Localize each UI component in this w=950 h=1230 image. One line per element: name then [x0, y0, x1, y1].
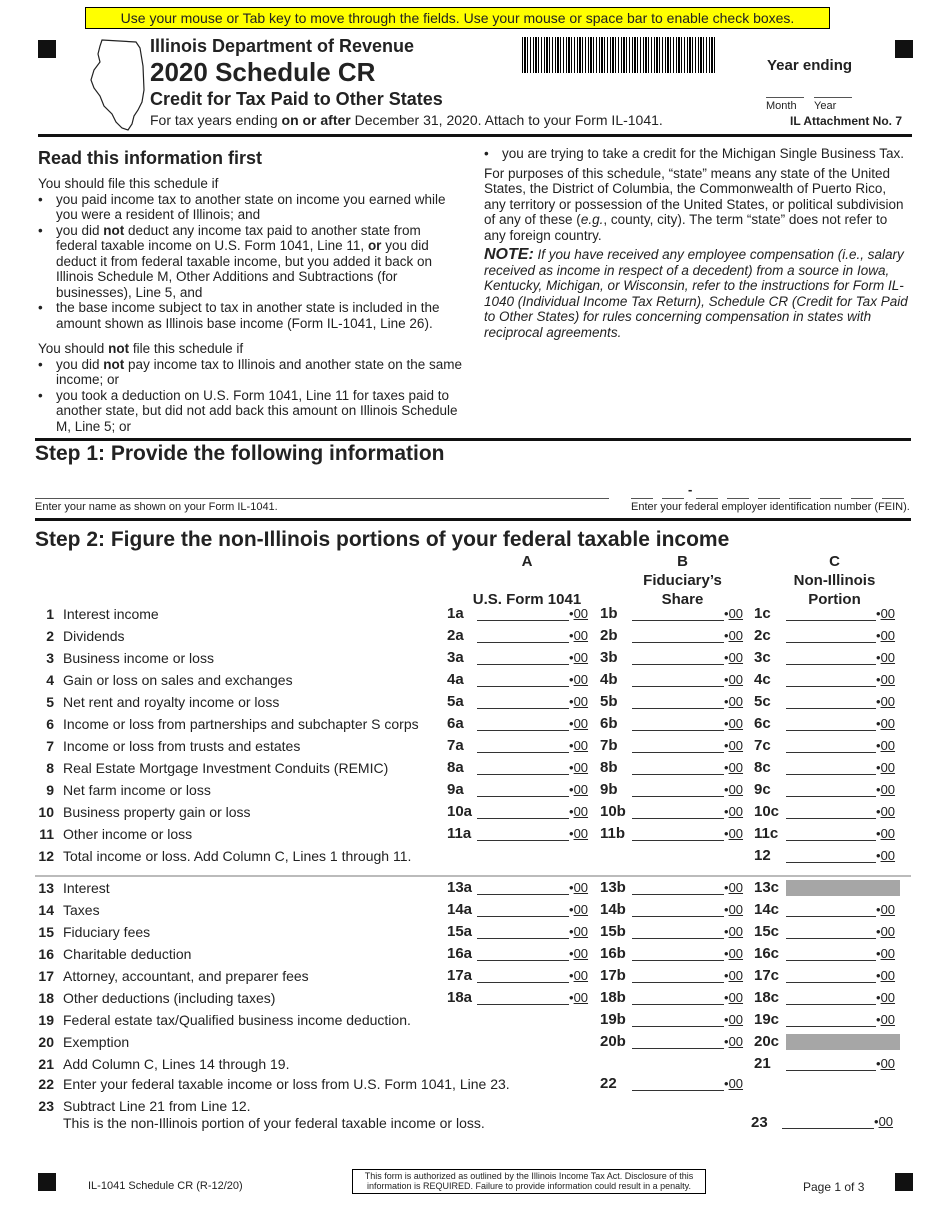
month-label: Month: [766, 100, 797, 112]
line-4b-label: 4b: [600, 671, 618, 688]
step2-title: Step 2: Figure the non-Illinois portions of your federal taxable income: [35, 528, 730, 551]
line-number: 14: [38, 902, 54, 918]
line-14a-label: 14a: [447, 901, 473, 918]
line-12-label: 12: [754, 847, 771, 864]
line-19b-input[interactable]: [632, 1026, 724, 1027]
line-17b-label: 17b: [600, 967, 626, 984]
line-4c-label: 4c: [754, 671, 771, 688]
cents-label: •00: [724, 1034, 744, 1049]
step1-divider: [35, 438, 911, 441]
schedule-subtitle: Credit for Tax Paid to Other States: [150, 89, 443, 109]
line-description: Real Estate Mortgage Investment Conduits (REMIC): [63, 760, 389, 776]
line-description: Enter your federal taxable income or loss from U.S. Form 1041, Line 23.: [63, 1076, 510, 1092]
line-8c-input[interactable]: [786, 774, 876, 775]
line-description: Net rent and royalty income or loss: [63, 694, 280, 710]
attachment-number: IL Attachment No. 7: [790, 114, 903, 128]
line-1c-label: 1c: [754, 605, 771, 622]
cents-label: •00: [876, 738, 896, 753]
cents-label: •00: [876, 716, 896, 731]
line-number: 15: [38, 924, 54, 940]
line-11b-label: 11b: [600, 825, 626, 842]
line-description: Dividends: [63, 628, 125, 644]
line-22-input[interactable]: [632, 1090, 724, 1091]
cents-label: •00: [569, 672, 589, 687]
line-5c-label: 5c: [754, 693, 771, 710]
line-description: Exemption: [63, 1034, 130, 1050]
info-bullet: • you paid income tax to another state on income you earned while you were a resident of Illinois; and: [38, 192, 463, 223]
disabled-field: [786, 1034, 900, 1050]
line-number: 1: [46, 606, 54, 622]
line-3c-input[interactable]: [786, 664, 876, 665]
column-c-header: C Non-Illinois Portion: [793, 553, 876, 608]
line-19c-input[interactable]: [786, 1026, 876, 1027]
line-4a-label: 4a: [447, 671, 464, 688]
line-description: Taxes: [63, 902, 100, 918]
line-7a-input[interactable]: [477, 752, 569, 753]
line-7c-input[interactable]: [786, 752, 876, 753]
line-21-input[interactable]: [786, 1070, 876, 1071]
cents-label: •00: [569, 628, 589, 643]
cents-label: •00: [724, 1076, 744, 1091]
line-number: 20: [38, 1034, 54, 1050]
line-17b-input[interactable]: [632, 982, 724, 983]
line-17c-input[interactable]: [786, 982, 876, 983]
line-15b-input[interactable]: [632, 938, 724, 939]
info-left-column: [38, 176, 463, 434]
line-3b-label: 3b: [600, 649, 618, 666]
column-b-header: B Fiduciary’s Share: [643, 553, 722, 608]
line-9b-label: 9b: [600, 781, 618, 798]
cents-label: •00: [724, 782, 744, 797]
cents-label: •00: [569, 694, 589, 709]
line-19b-label: 19b: [600, 1011, 626, 1028]
line-2a-label: 2a: [447, 627, 464, 644]
line-18a-input[interactable]: [477, 1004, 569, 1005]
line-number: 5: [46, 694, 54, 710]
fein-dash: -: [688, 482, 693, 497]
cents-label: •00: [724, 902, 744, 917]
info-right-column: [484, 146, 909, 340]
disabled-field: [786, 880, 900, 896]
line-5b-input[interactable]: [632, 708, 724, 709]
instructions-banner: Use your mouse or Tab key to move through the fields. Use your mouse or space bar to enable check boxes.: [85, 7, 830, 29]
info-bullet: • you took a deduction on U.S. Form 1041, Line 11 for taxes paid to another state, but did not add back this amount on Illinois Schedule M, Line 5; or: [38, 388, 463, 435]
cents-label: •00: [724, 672, 744, 687]
note-paragraph: NOTE: If you have received any employee compensation (i.e., salary received as income in respect of a decedent) from a source in Iowa, Kentucky, Michigan, or Wisconsin, refer to the instructions for Form IL-1040 (Individual Income Tax Return), Schedule CR (Credit for Tax Paid to Other States) for rules concerning compensation in states with reciprocal agreements.: [484, 246, 908, 340]
year-label: Year: [814, 100, 837, 112]
line-20b-label: 20b: [600, 1033, 626, 1050]
cents-label: •00: [876, 760, 896, 775]
line-18c-input[interactable]: [786, 1004, 876, 1005]
line-17a-input[interactable]: [477, 982, 569, 983]
cents-label: •00: [724, 716, 744, 731]
line-description: Business income or loss: [63, 650, 214, 666]
line-7b-input[interactable]: [632, 752, 724, 753]
line-20c-label: 20c: [754, 1033, 780, 1050]
name-label: Enter your name as shown on your Form IL-1041.: [35, 501, 278, 513]
cents-label: •00: [569, 880, 589, 895]
line-number: 4: [46, 672, 54, 688]
line-3b-input[interactable]: [632, 664, 724, 665]
cents-label: •00: [876, 902, 896, 917]
cents-label: •00: [874, 1114, 894, 1129]
line-3a-input[interactable]: [477, 664, 569, 665]
year-ending-label: Year ending: [767, 57, 853, 74]
line-13a-input[interactable]: [477, 894, 569, 895]
line-2a-input[interactable]: [477, 642, 569, 643]
cents-label: •00: [724, 760, 744, 775]
line-10b-label: 10b: [600, 803, 626, 820]
cents-label: •00: [724, 650, 744, 665]
line-6b-label: 6b: [600, 715, 618, 732]
line-16a-input[interactable]: [477, 960, 569, 961]
line-17c-label: 17c: [754, 967, 780, 984]
line-18b-label: 18b: [600, 989, 626, 1006]
line-10c-input[interactable]: [786, 818, 876, 819]
line-18c-label: 18c: [754, 989, 780, 1006]
step2-divider: [35, 518, 911, 521]
cents-label: •00: [724, 880, 744, 895]
state-definition: For purposes of this schedule, “state” means any state of the United States, the District of Columbia, the Commonwealth of Puerto Rico, any territory or possession of the United States, or political subdivision of any of these (e.g., county, city). The term “state” does not refer to any foreign country.: [484, 165, 904, 243]
cents-label: •00: [569, 650, 589, 665]
line-1b-label: 1b: [600, 605, 618, 622]
line-5a-input[interactable]: [477, 708, 569, 709]
cents-label: •00: [724, 826, 744, 841]
cents-label: •00: [876, 1012, 896, 1027]
info-bullet: • the base income subject to tax in another state is included in the amount shown as Illinois base income (Form IL-1041, Line 26).: [38, 300, 463, 331]
line-14b-input[interactable]: [632, 916, 724, 917]
line-14a-input[interactable]: [477, 916, 569, 917]
line-description: Income or loss from partnerships and subchapter S corps: [63, 716, 419, 732]
line-5a-label: 5a: [447, 693, 464, 710]
line-20b-input[interactable]: [632, 1048, 724, 1049]
line-14c-label: 14c: [754, 901, 780, 918]
year-field[interactable]: [814, 97, 852, 98]
line-number: 12: [38, 848, 54, 864]
line-16c-input[interactable]: [786, 960, 876, 961]
line-description: Net farm income or loss: [63, 782, 211, 798]
cents-label: •00: [569, 804, 589, 819]
cents-label: •00: [876, 990, 896, 1005]
info-bullet: • you are trying to take a credit for the Michigan Single Business Tax.: [484, 146, 909, 162]
should-not-file-label: You should not file this schedule if: [38, 341, 244, 356]
line-description: Interest: [63, 880, 110, 896]
line-number: 11: [39, 826, 54, 842]
cents-label: •00: [569, 716, 589, 731]
line-16c-label: 16c: [754, 945, 780, 962]
cents-label: •00: [876, 606, 896, 621]
month-field[interactable]: [766, 97, 804, 98]
cents-label: •00: [724, 804, 744, 819]
registration-mark: [38, 40, 56, 58]
line-description: Interest income: [63, 606, 159, 622]
cents-label: •00: [876, 826, 896, 841]
line-4b-input[interactable]: [632, 686, 724, 687]
line-8a-input[interactable]: [477, 774, 569, 775]
line-9a-input[interactable]: [477, 796, 569, 797]
line-13b-input[interactable]: [632, 894, 724, 895]
line-2c-input[interactable]: [786, 642, 876, 643]
cents-label: •00: [569, 826, 589, 841]
line-9c-input[interactable]: [786, 796, 876, 797]
cents-label: •00: [876, 694, 896, 709]
cents-label: •00: [569, 946, 589, 961]
line-description: Add Column C, Lines 14 through 19.: [63, 1056, 290, 1072]
line-6c-label: 6c: [754, 715, 771, 732]
cents-label: •00: [876, 968, 896, 983]
cents-label: •00: [876, 1056, 896, 1071]
cents-label: •00: [724, 738, 744, 753]
line-description: Gain or loss on sales and exchanges: [63, 672, 293, 688]
line-15c-label: 15c: [754, 923, 780, 940]
line-number: 22: [38, 1076, 54, 1092]
line-number: 16: [38, 946, 54, 962]
line-description: Attorney, accountant, and preparer fees: [63, 968, 309, 984]
section-separator: [35, 875, 911, 877]
cents-label: •00: [876, 672, 896, 687]
form-id: IL-1041 Schedule CR (R-12/20): [88, 1180, 243, 1192]
line-11c-label: 11c: [754, 825, 779, 842]
line-8c-label: 8c: [754, 759, 771, 776]
line-21-label: 21: [754, 1055, 771, 1072]
header-divider: [38, 134, 912, 137]
line-10a-input[interactable]: [477, 818, 569, 819]
line-2b-label: 2b: [600, 627, 618, 644]
line-description: Income or loss from trusts and estates: [63, 738, 301, 754]
step1-title: Step 1: Provide the following information: [35, 442, 445, 465]
cents-label: •00: [876, 628, 896, 643]
info-bullet: • you did not pay income tax to Illinois and another state on the same income; or: [38, 357, 463, 388]
line-22-label: 22: [600, 1075, 617, 1092]
cents-label: •00: [724, 924, 744, 939]
line-8a-label: 8a: [447, 759, 464, 776]
line-9a-label: 9a: [447, 781, 464, 798]
fein-input[interactable]: [631, 482, 909, 500]
cents-label: •00: [876, 804, 896, 819]
line-number: 21: [38, 1056, 54, 1072]
legal-notice: This form is authorized as outlined by the Illinois Income Tax Act. Disclosure of this information is REQUIRED. Failure to provide information could result in a penalty.: [352, 1169, 706, 1194]
registration-mark: [895, 1173, 913, 1191]
info-heading: Read this information first: [38, 148, 263, 168]
info-bullet: • you did not deduct any income tax paid to another state from federal taxable income on U.S. Form 1041, Line 11, or you did deduct it from federal taxable income, but you added it back on Illinois Schedule M, Other Additions and Subtractions (for businesses), Line 5, and: [38, 223, 463, 301]
line-9b-input[interactable]: [632, 796, 724, 797]
line-13c-label: 13c: [754, 879, 780, 896]
line-description: Other income or loss: [63, 826, 193, 842]
line-11c-input[interactable]: [786, 840, 876, 841]
schedule-title: 2020 Schedule CR: [150, 57, 376, 87]
cents-label: •00: [569, 990, 589, 1005]
cents-label: •00: [569, 760, 589, 775]
line-2c-label: 2c: [754, 627, 771, 644]
line-6b-input[interactable]: [632, 730, 724, 731]
line-description: Fiduciary fees: [63, 924, 151, 940]
line-7a-label: 7a: [447, 737, 464, 754]
cents-label: •00: [569, 606, 589, 621]
line-8b-input[interactable]: [632, 774, 724, 775]
line-number: 9: [46, 782, 54, 798]
line-6a-input[interactable]: [477, 730, 569, 731]
line-6c-input[interactable]: [786, 730, 876, 731]
line-16a-label: 16a: [447, 945, 473, 962]
cents-label: •00: [724, 606, 744, 621]
cents-label: •00: [569, 782, 589, 797]
line-13b-label: 13b: [600, 879, 626, 896]
line-1a-input[interactable]: [477, 620, 569, 621]
line-14c-input[interactable]: [786, 916, 876, 917]
cents-label: •00: [724, 968, 744, 983]
line-2b-input[interactable]: [632, 642, 724, 643]
line-1c-input[interactable]: [786, 620, 876, 621]
line-7b-label: 7b: [600, 737, 618, 754]
line-6a-label: 6a: [447, 715, 464, 732]
line-9c-label: 9c: [754, 781, 771, 798]
line-18b-input[interactable]: [632, 1004, 724, 1005]
cents-label: •00: [876, 782, 896, 797]
registration-mark: [895, 40, 913, 58]
cents-label: •00: [876, 650, 896, 665]
line-12-input[interactable]: [786, 862, 876, 863]
line-number: 19: [38, 1012, 54, 1028]
line-8b-label: 8b: [600, 759, 618, 776]
line-description: Federal estate tax/Qualified business income deduction.: [63, 1012, 411, 1028]
cents-label: •00: [724, 694, 744, 709]
fein-label: Enter your federal employer identification number (FEIN).: [631, 501, 910, 513]
line-19c-label: 19c: [754, 1011, 780, 1028]
line-15c-input[interactable]: [786, 938, 876, 939]
line-4a-input[interactable]: [477, 686, 569, 687]
cents-label: •00: [724, 990, 744, 1005]
line-number: 8: [46, 760, 54, 776]
line-description: Other deductions (including taxes): [63, 990, 276, 1006]
cents-label: •00: [724, 1012, 744, 1027]
line-11a-label: 11a: [447, 825, 472, 842]
line-number: 2: [46, 628, 54, 644]
line-15a-label: 15a: [447, 923, 473, 940]
line-11b-input[interactable]: [632, 840, 724, 841]
line-description: Total income or loss. Add Column C, Lines 1 through 11.: [63, 848, 412, 864]
line-1a-label: 1a: [447, 605, 464, 622]
line-10b-input[interactable]: [632, 818, 724, 819]
line-23-description: Subtract Line 21 from Line 12. This is the non-Illinois portion of your federal taxable income or loss.: [63, 1098, 485, 1131]
cents-label: •00: [569, 738, 589, 753]
line-3c-label: 3c: [754, 649, 771, 666]
line-23-input[interactable]: [782, 1128, 874, 1129]
registration-mark: [38, 1173, 56, 1191]
tax-years-note: For tax years ending on or after December 31, 2020. Attach to your Form IL-1041.: [150, 112, 663, 128]
line-13a-label: 13a: [447, 879, 473, 896]
illinois-state-outline-icon: [88, 38, 148, 133]
line-11a-input[interactable]: [477, 840, 569, 841]
line-5c-input[interactable]: [786, 708, 876, 709]
line-number: 3: [46, 650, 54, 666]
line-17a-label: 17a: [447, 967, 473, 984]
line-description: Business property gain or loss: [63, 804, 251, 820]
line-16b-input[interactable]: [632, 960, 724, 961]
page-number: Page 1 of 3: [803, 1180, 865, 1194]
line-number: 17: [38, 968, 54, 984]
name-input[interactable]: [35, 498, 609, 499]
line-18a-label: 18a: [447, 989, 473, 1006]
line-number: 6: [46, 716, 54, 732]
line-7c-label: 7c: [754, 737, 771, 754]
cents-label: •00: [569, 924, 589, 939]
cents-label: •00: [724, 946, 744, 961]
line-14b-label: 14b: [600, 901, 626, 918]
cents-label: •00: [876, 848, 896, 863]
line-number: 13: [38, 880, 54, 896]
should-file-label: You should file this schedule if: [38, 176, 219, 191]
line-number: 23: [38, 1098, 54, 1114]
cents-label: •00: [724, 628, 744, 643]
line-15b-label: 15b: [600, 923, 626, 940]
line-15a-input[interactable]: [477, 938, 569, 939]
line-number: 7: [46, 738, 54, 754]
line-number: 10: [38, 804, 54, 820]
line-10c-label: 10c: [754, 803, 780, 820]
line-number: 18: [38, 990, 54, 1006]
line-4c-input[interactable]: [786, 686, 876, 687]
cents-label: •00: [876, 924, 896, 939]
cents-label: •00: [569, 902, 589, 917]
line-5b-label: 5b: [600, 693, 618, 710]
line-1b-input[interactable]: [632, 620, 724, 621]
cents-label: •00: [876, 946, 896, 961]
cents-label: •00: [569, 968, 589, 983]
line-3a-label: 3a: [447, 649, 464, 666]
line-10a-label: 10a: [447, 803, 473, 820]
barcode: [522, 37, 716, 73]
column-a-header: A U.S. Form 1041: [472, 553, 582, 608]
line-16b-label: 16b: [600, 945, 626, 962]
line-23-label: 23: [751, 1114, 768, 1131]
line-description: Charitable deduction: [63, 946, 192, 962]
department-name: Illinois Department of Revenue: [150, 36, 415, 56]
